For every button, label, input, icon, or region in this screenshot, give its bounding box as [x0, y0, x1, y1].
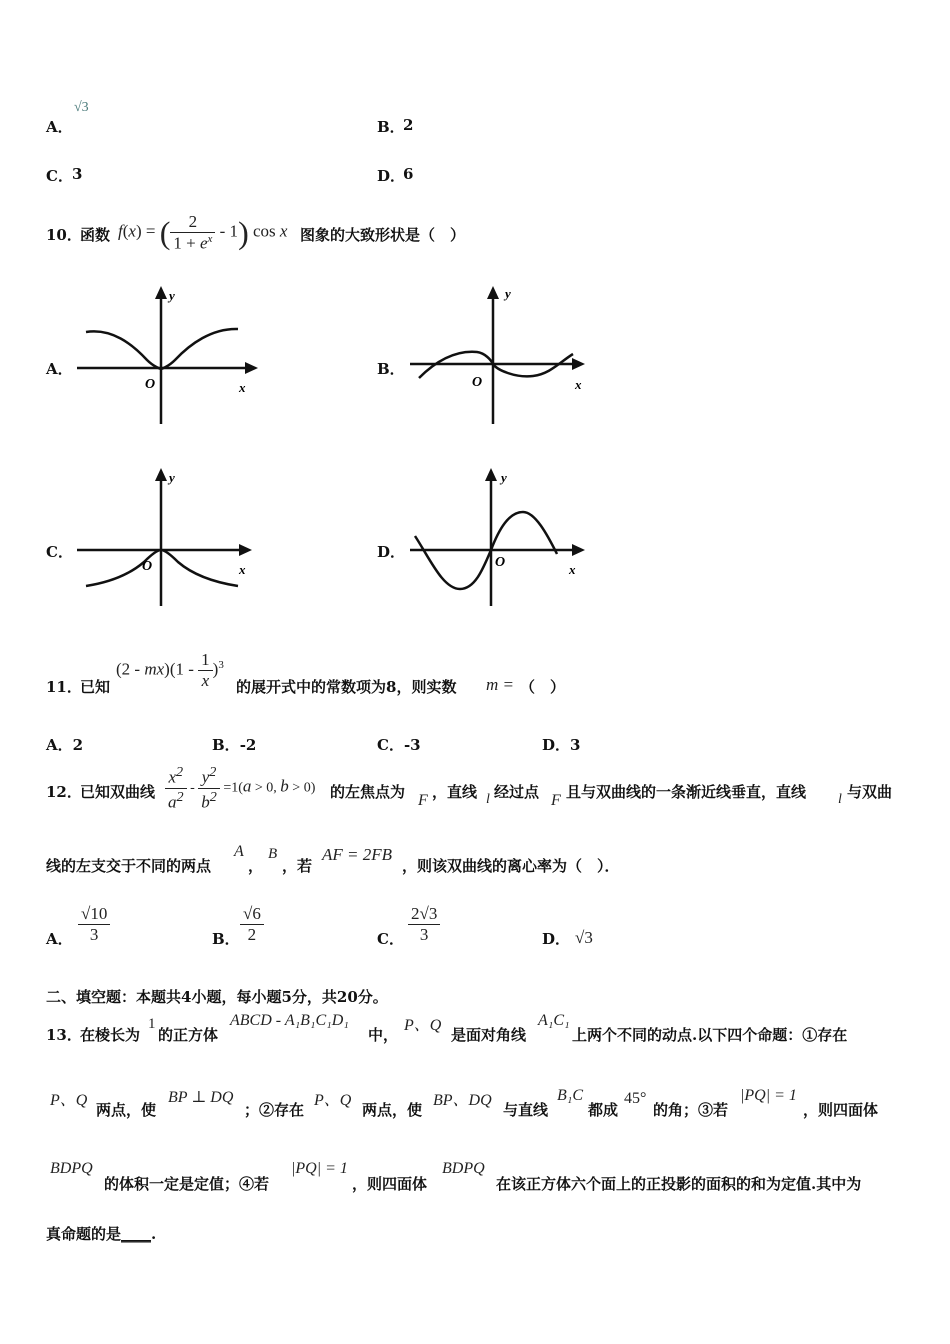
q13-text-12: ，则四面体: [803, 1101, 879, 1119]
q12-option-b-label: B．: [212, 930, 240, 948]
q12-comma: ，: [248, 857, 264, 875]
q12-option-c-value: $\frac{2√3}{3}$: [408, 904, 440, 945]
q9-option-a-label: A．: [46, 118, 73, 136]
q11-lead: 已知: [80, 678, 111, 696]
q13-lines-bp-dq: BP、DQ: [433, 1092, 492, 1109]
q10-option-d-label: D．: [377, 543, 406, 561]
q10-formula: f(x) = ( $\frac{2}{1 + e^x}$ - 1) cos x: [118, 212, 288, 253]
q9-option-c-label: C．: [46, 167, 73, 185]
q13-text-11: 的角；③若: [653, 1101, 729, 1119]
q13-text-9: 与直线: [503, 1101, 549, 1119]
q10-graph-b-x-label: x: [575, 377, 582, 392]
q13-text-4: 是面对角线: [451, 1026, 527, 1044]
section-2-heading: 二、填空题：本题共4小题，每小题5分，共20分。: [46, 988, 388, 1006]
q11-tail: 的展开式中的常数项为8，则实数: [236, 678, 457, 696]
q13-distance-2: |PQ| = 1: [291, 1160, 348, 1177]
q10-option-c-label: C．: [46, 543, 73, 561]
q10-graph-c: [72, 464, 262, 612]
q10-option-a-label: A．: [46, 360, 73, 378]
q12-text-6: 与双曲: [847, 783, 893, 801]
q13-line-b1c: B₁C: [557, 1087, 584, 1104]
q10-graph-c-origin-label: O: [142, 559, 153, 574]
q10-tail: 图象的大致形状是（ ）: [300, 226, 466, 244]
q13-edge-length: 1: [148, 1016, 156, 1032]
q9-option-a-value: √3: [74, 100, 89, 115]
q13-points-pq-3: P、Q: [314, 1092, 352, 1109]
q13-perpendicular: BP ⊥ DQ: [168, 1089, 234, 1106]
q13-text-1: 在棱长为: [80, 1026, 141, 1044]
q11-option-b: B．-2: [212, 736, 257, 754]
q11-formula: (2 - mx)(1 - $\frac{1}{x}$ )$^3$: [116, 650, 224, 690]
q13-text-14: ，则四面体: [352, 1175, 428, 1193]
q12-line-l-2: l: [838, 792, 842, 807]
q10-graph-a-y-label: y: [169, 288, 175, 303]
q10-graph-d-origin-label: O: [495, 555, 506, 570]
q10-graph-d: [405, 464, 595, 612]
q10-number: 10．: [46, 226, 82, 244]
q13-angle: 45°: [624, 1090, 647, 1107]
q13-text-13: 的体积一定是定值；④若: [104, 1175, 270, 1193]
q13-points-pq-2: P、Q: [50, 1092, 88, 1109]
q9-option-d-label: D．: [377, 167, 406, 185]
q12-text-2: 的左焦点为: [330, 783, 406, 801]
q9-option-b-label: B．: [377, 118, 405, 136]
q12-option-d-label: D．: [542, 930, 571, 948]
q11-var: m =: [486, 675, 514, 694]
q12-focus-f: F: [418, 792, 428, 809]
q13-points-pq: P、Q: [404, 1017, 442, 1034]
q13-text-6: 两点，使: [96, 1101, 157, 1119]
q13-text-7: ；②存在: [244, 1101, 305, 1119]
q12-text-1: 已知双曲线: [80, 783, 156, 801]
q12-text-3: ，直线: [432, 783, 478, 801]
q11-option-c: C．-3: [377, 736, 421, 754]
q13-text-8: 两点，使: [362, 1101, 423, 1119]
q12-line-l: l: [486, 792, 490, 807]
q10-graph-b-y-label: y: [505, 286, 511, 301]
q10-graph-d-y-label: y: [501, 470, 507, 485]
q12-text-8: ，若: [282, 857, 313, 875]
q13-text-5: 上两个不同的动点.以下四个命题：①存在: [572, 1026, 848, 1044]
q12-option-a-label: A．: [46, 930, 73, 948]
q13-cube: ABCD - A₁B₁C₁D₁: [230, 1012, 349, 1029]
q12-option-d-value: √3: [575, 928, 593, 947]
q12-focus-f-2: F: [551, 792, 561, 809]
q12-text-7: 线的左支交于不同的两点: [46, 857, 212, 875]
q13-answer-blank[interactable]: ____: [121, 1225, 152, 1243]
q11-number: 11．: [46, 678, 82, 696]
q13-text-3: 中，: [368, 1026, 399, 1044]
q10-graph-a: [72, 282, 262, 430]
q13-diagonal: A₁C₁: [538, 1012, 570, 1029]
q10-graph-b-origin-label: O: [472, 375, 483, 390]
q12-text-5: 且与双曲线的一条渐近线垂直，直线: [566, 783, 807, 801]
q10-option-b-label: B．: [377, 360, 405, 378]
q12-point-a: A: [234, 843, 244, 860]
q9-option-d-value: 6: [403, 165, 414, 183]
q11-paren: （ ）: [520, 678, 566, 696]
q13-distance: |PQ| = 1: [740, 1087, 797, 1104]
q11-option-a: A．2: [46, 736, 84, 754]
q13-number: 13．: [46, 1026, 82, 1044]
q10-graph-a-origin-label: O: [145, 377, 156, 392]
q13-tetrahedron: BDPQ: [50, 1160, 93, 1177]
q10-graph-c-x-label: x: [239, 562, 246, 577]
q12-text-9: ，则该双曲线的离心率为（ ）．: [402, 857, 620, 875]
q13-text-2: 的正方体: [158, 1026, 219, 1044]
q10-lead: 函数: [80, 226, 111, 244]
q13-tetrahedron-2: BDPQ: [442, 1160, 485, 1177]
q12-option-b-value: $\frac{√6}{2}$: [240, 904, 264, 945]
q10-graph-d-x-label: x: [569, 562, 576, 577]
q12-text-4: 经过点: [494, 783, 540, 801]
q12-number: 12．: [46, 783, 82, 801]
q10-graph-c-y-label: y: [169, 470, 175, 485]
q13-text-10: 都成: [588, 1101, 619, 1119]
q12-point-b: B: [268, 846, 278, 862]
q13-text-15: 在该正方体六个面上的正投影的面积的和为定值.其中为: [496, 1175, 862, 1193]
q12-option-c-label: C．: [377, 930, 404, 948]
q12-option-a-value: $\frac{√10}{3}$: [78, 904, 110, 945]
q10-graph-b: [405, 282, 595, 430]
q12-hyperbola-eq: $\frac{x^2}{a^2}$ - $\frac{y^2}{b^2}$ =1(a > 0, b > 0): [165, 764, 315, 812]
q9-option-b-value: 2: [403, 116, 414, 134]
q11-option-d: D．3: [542, 736, 581, 754]
q13-text-16: 真命题的是____.: [46, 1225, 157, 1243]
q10-graph-a-x-label: x: [239, 380, 246, 395]
q9-option-c-value: 3: [72, 165, 83, 183]
q12-vector-eq: AF = 2FB: [322, 845, 393, 864]
